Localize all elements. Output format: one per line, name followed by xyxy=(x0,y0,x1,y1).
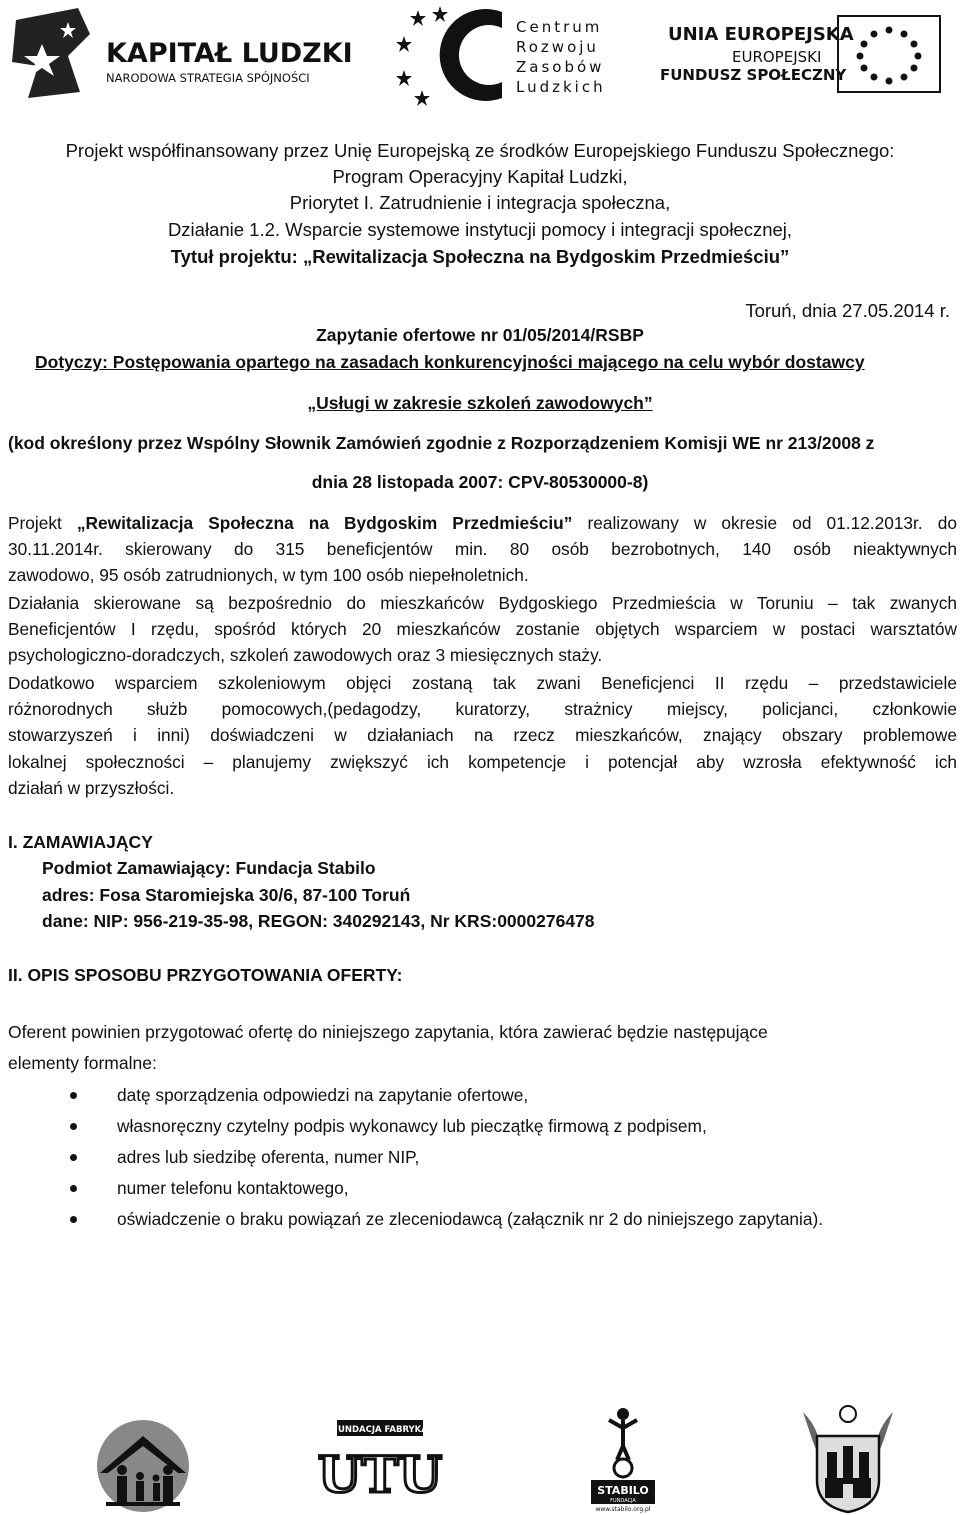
offer-requirements-list xyxy=(70,1080,960,1235)
section-2-heading: II. OPIS SPOSOBU PRZYGOTOWANIA OFERTY: xyxy=(8,965,403,985)
cpv-code-line-2: dnia 28 listopada 2007: CPV-80530000-8) xyxy=(311,472,649,492)
list-item xyxy=(70,1142,960,1173)
additional-line-5: działań w przyszłości. xyxy=(8,777,175,798)
actions-paragraph xyxy=(8,590,957,669)
list-item xyxy=(70,1204,960,1235)
eu-stars-icon xyxy=(857,27,922,85)
eu-logo xyxy=(652,10,952,100)
eu-line-3: FUNDUSZ SPOŁECZNY xyxy=(660,66,847,84)
contracting-entity: Podmiot Zamawiający: Fundacja Stabilo xyxy=(42,858,376,878)
header-line-2: Program Operacyjny Kapitał Ludzki, xyxy=(332,166,628,187)
cpv-code-line-1: (kod określony przez Wspólny Słownik Zamówień zgodnie z Rozporządzeniem Komisji WE nr 213/2008 z xyxy=(8,433,875,453)
place-date: Toruń, dnia 27.05.2014 r. xyxy=(745,300,950,321)
kapital-ludzki-title: KAPITAŁ LUDZKI xyxy=(106,38,353,69)
bullet-icon xyxy=(70,1154,77,1161)
bullet-icon xyxy=(70,1216,77,1223)
section-1-heading: I. ZAMAWIAJĄCY xyxy=(8,832,153,852)
offer-intro-line-1: Oferent powinien przygotować ofertę do niniejszego zapytania, która zawierać będzie następujące xyxy=(8,1022,768,1042)
stabilo-url: www.stabilo.org.pl xyxy=(595,1506,651,1513)
inquiry-number: Zapytanie ofertowe nr 01/05/2014/RSBP xyxy=(316,325,644,345)
eu-line-1: UNIA EUROPEJSKA xyxy=(668,24,854,45)
header-logos xyxy=(0,0,960,110)
intro-line-2: 30.11.2014r. skierowany do 315 beneficjentów min. 80 osób bezrobotnych, 140 osób nieaktywnych xyxy=(8,539,957,560)
intro-line-3: zawodowo, 95 osób zatrudnionych, w tym 100 osób niepełnoletnich. xyxy=(8,565,529,586)
additional-line-2: różnorodnych służb pomocowych,(pedagodzy, kuratorzy, strażnicy miejscy, policjanci, członkowie xyxy=(8,699,957,720)
eu-line-2: EUROPEJSKI xyxy=(732,48,822,66)
bullet-icon xyxy=(70,1185,77,1192)
stabilo-sub-label: FUNDACJA xyxy=(610,1498,636,1504)
unicycle-person-icon xyxy=(609,1408,637,1477)
list-item-text: własnoręczny czytelny podpis wykonawcy lub pieczątkę firmową z podpisem, xyxy=(117,1116,707,1136)
footer-logos xyxy=(0,1400,960,1515)
actions-line-2: Beneficjentów I rzędu, spośród których 20 mieszkańców zostanie objętych wsparciem w postaci warsztatów xyxy=(8,619,957,640)
bullet-icon xyxy=(70,1092,77,1099)
header-line-4: Działanie 1.2. Wsparcie systemowe instytucji pomocy i integracji społecznej, xyxy=(167,219,793,240)
list-item-text: datę sporządzenia odpowiedzi na zapytanie ofertowe, xyxy=(117,1085,529,1105)
additional-line-3: stowarzyszeń i inni) doświadczeni w działaniach na rzecz mieszkańców, znający obszary problemowe xyxy=(8,725,957,746)
additional-paragraph xyxy=(8,670,957,801)
utu-label: UTU xyxy=(317,1445,443,1504)
offer-intro-line-2: elementy formalne: xyxy=(8,1053,157,1073)
concerns-line: Dotyczy: Postępowania opartego na zasadach konkurencyjności mającego na celu wybór dostawcy xyxy=(35,352,865,372)
crzl-line-1: Centrum xyxy=(516,18,603,36)
project-title-value: „Rewitalizacja Społeczna na Bydgoskim Przedmieściu” xyxy=(302,246,790,267)
kapital-ludzki-subtitle: NARODOWA STRATEGIA SPÓJNOŚCI xyxy=(106,71,310,85)
kapital-ludzki-logo xyxy=(8,4,353,104)
list-item-text: adres lub siedzibę oferenta, numer NIP, xyxy=(117,1147,420,1167)
list-item xyxy=(70,1080,960,1111)
stabilo-label: STABILO xyxy=(597,1484,649,1497)
stabilo-logo xyxy=(587,1406,659,1512)
header-line-1: Projekt współfinansowany przez Unię Europejską ze środków Europejskiego Funduszu Społecznego: xyxy=(65,140,895,161)
intro-line-1 xyxy=(8,510,957,536)
intro-line-1-post: realizowany w okresie od 01.12.2013r. do xyxy=(572,513,957,533)
project-title-line xyxy=(0,244,960,270)
bullet-icon xyxy=(70,1123,77,1130)
actions-line-1: Działania skierowane są bezpośrednio do mieszkańców Bydgoskiego Przedmieścia w Toruniu – tak zwanych xyxy=(8,593,957,613)
service-name: „Usługi w zakresie szkoleń zawodowych” xyxy=(307,393,653,413)
intro-line-1-pre: Projekt xyxy=(8,513,77,533)
crzl-line-4: Ludzkich xyxy=(516,78,606,96)
contracting-ids: dane: NIP: 956-219-35-98, REGON: 340292143, Nr KRS:0000276478 xyxy=(42,911,595,931)
fundacja-fabryka-logo xyxy=(317,1420,443,1512)
additional-line-4: lokalnej społeczności – planujemy zwiększyć ich kompetencje i potencjał aby wzrosła efektywność ich xyxy=(8,751,957,772)
list-item xyxy=(70,1111,960,1142)
crzl-line-3: Zasobów xyxy=(516,58,605,76)
header-line-3: Priorytet I. Zatrudnienie i integracja społeczna, xyxy=(289,192,671,213)
crzl-line-2: Rozwoju xyxy=(516,38,599,56)
fabryka-label: FUNDACJA FABRYKA xyxy=(332,1425,428,1435)
additional-line-1: Dodatkowo wsparciem szkoleniowym objęci zostaną tak zwani Beneficjenci II rzędu – przedstawiciele xyxy=(8,673,957,693)
list-item-text: numer telefonu kontaktowego, xyxy=(117,1178,349,1198)
intro-project-name: „Rewitalizacja Społeczna na Bydgoskim Przedmieściu” xyxy=(76,513,573,533)
actions-line-3: psychologiczno-doradczych, szkoleń zawodowych oraz 3 miesięcznych staży. xyxy=(8,645,603,666)
list-item-text: oświadczenie o braku powiązań ze zleceniodawcą (załącznik nr 2 do niniejszego zapytania). xyxy=(117,1209,824,1229)
crzl-logo xyxy=(392,2,612,106)
family-house-icon xyxy=(88,1418,198,1513)
torun-coat-of-arms-icon xyxy=(793,1402,903,1514)
list-item xyxy=(70,1173,960,1204)
intro-paragraph xyxy=(8,510,957,589)
contracting-address: adres: Fosa Staromiejska 30/6, 87-100 Toruń xyxy=(42,885,411,905)
project-title-label: Tytuł projektu: xyxy=(170,246,303,267)
